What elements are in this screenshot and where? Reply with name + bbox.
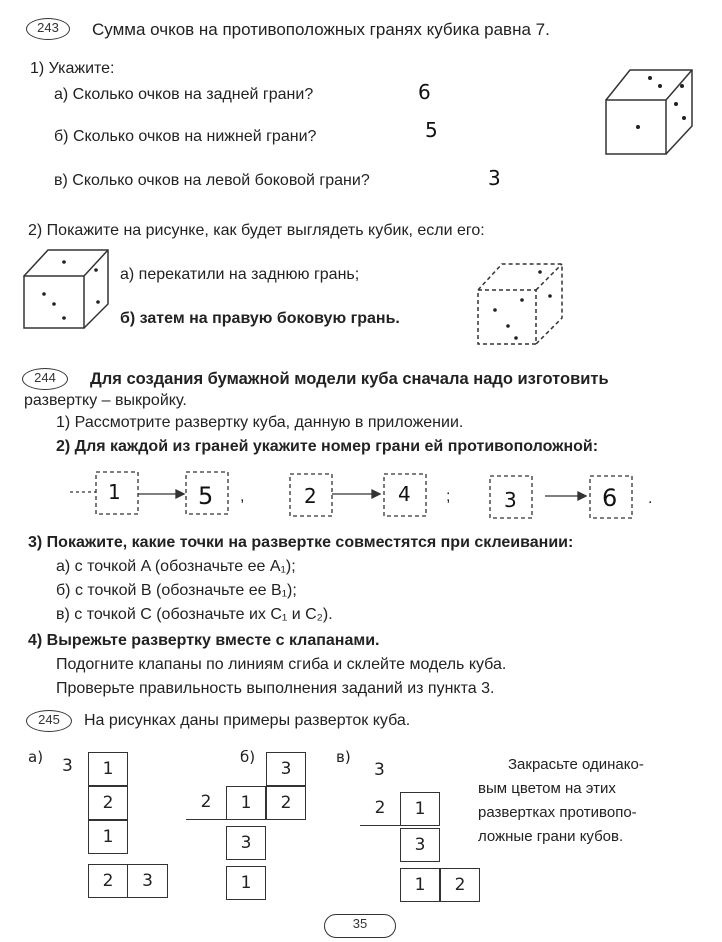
problem-number-244: 244 — [22, 368, 68, 390]
problem-244-line2: развертку – выкройку. — [24, 392, 187, 409]
question-1a: а) Сколько очков на задней грани? — [54, 86, 314, 103]
pair-2-to: 4 — [398, 482, 411, 506]
problem-title: Сумма очков на противоположных гранях кубика равна 7. — [92, 20, 550, 39]
net-c-face: 1 — [400, 792, 440, 826]
net-a-face: 3 — [62, 756, 73, 776]
question-1c: в) Сколько очков на левой боковой грани? — [54, 172, 370, 189]
net-c-face: 1 — [400, 868, 440, 902]
answer-1b: 5 — [425, 118, 438, 142]
step-2: 2) Для каждой из граней укажите номер грани ей противоположной: — [56, 438, 599, 455]
net-b-face: 2 — [266, 786, 306, 820]
answer-1c: 3 — [488, 166, 501, 190]
problem-number-245: 245 — [26, 710, 72, 732]
problem-number-243: 243 — [26, 18, 70, 40]
net-b-label: б) — [240, 748, 256, 766]
net-a-face: 2 — [88, 864, 128, 898]
net-a-face: 2 — [88, 786, 128, 820]
answer-1a: 6 — [418, 80, 431, 104]
net-b-face: 1 — [226, 786, 266, 820]
net-c-face: 3 — [374, 760, 385, 780]
step-4a: Подогните клапаны по линиям сгиба и склейте модель куба. — [56, 656, 507, 673]
net-a-face: 3 — [128, 864, 168, 898]
question-1b: б) Сколько очков на нижней грани? — [54, 128, 317, 145]
pair-2-from: 2 — [304, 484, 317, 508]
net-a-label: а) — [28, 748, 44, 766]
step-3b: б) с точкой B (обозначьте ее B₁); — [56, 582, 297, 599]
net-c-face: 2 — [360, 792, 400, 826]
net-a-face: 1 — [88, 752, 128, 786]
step-3a: а) с точкой A (обозначьте ее A₁); — [56, 558, 296, 575]
pair-1-from: 1 — [108, 480, 121, 504]
net-c-face: 2 — [440, 868, 480, 902]
pair-2-sep: ; — [446, 488, 451, 505]
step-4: 4) Вырежьте развертку вместе с клапанами. — [28, 632, 380, 649]
side-text-line: развертках противопо- — [478, 804, 637, 821]
step-1: 1) Рассмотрите развертку куба, данную в приложении. — [56, 414, 464, 431]
problem-245-title: На рисунках даны примеры разверток куба. — [84, 712, 411, 729]
page-number: 35 — [324, 914, 396, 938]
pair-3-to: 6 — [602, 484, 618, 512]
question-2a: а) перекатили на заднюю грань; — [120, 266, 360, 283]
side-text-line: вым цветом на этих — [478, 780, 616, 797]
net-b-face: 3 — [266, 752, 306, 786]
problem-244-line1: Для создания бумажной модели куба сначала надо изготовить — [90, 370, 609, 388]
side-text-line: ложные грани кубов. — [478, 828, 624, 845]
pair-3-from: 3 — [504, 488, 517, 512]
step-4b: Проверьте правильность выполнения заданий из пункта 3. — [56, 680, 495, 697]
pair-1-to: 5 — [198, 482, 214, 510]
net-c-label: в) — [336, 748, 351, 766]
question-1: 1) Укажите: — [30, 60, 115, 77]
net-a-face: 1 — [88, 820, 128, 854]
step-3: 3) Покажите, какие точки на развертке совместятся при склеивании: — [28, 534, 574, 551]
net-b-face: 3 — [226, 826, 266, 860]
question-2: 2) Покажите на рисунке, как будет выглядеть кубик, если его: — [28, 222, 485, 239]
net-b-face: 2 — [186, 786, 226, 820]
step-3c: в) с точкой C (обозначьте их C₁ и C₂). — [56, 606, 333, 623]
pair-3-sep: . — [648, 490, 653, 507]
side-text-line: Закрасьте одинако- — [508, 756, 644, 773]
pair-1-sep: , — [240, 488, 245, 505]
net-b-face: 1 — [226, 866, 266, 900]
net-c-face: 3 — [400, 828, 440, 862]
question-2b: б) затем на правую боковую грань. — [120, 310, 400, 327]
